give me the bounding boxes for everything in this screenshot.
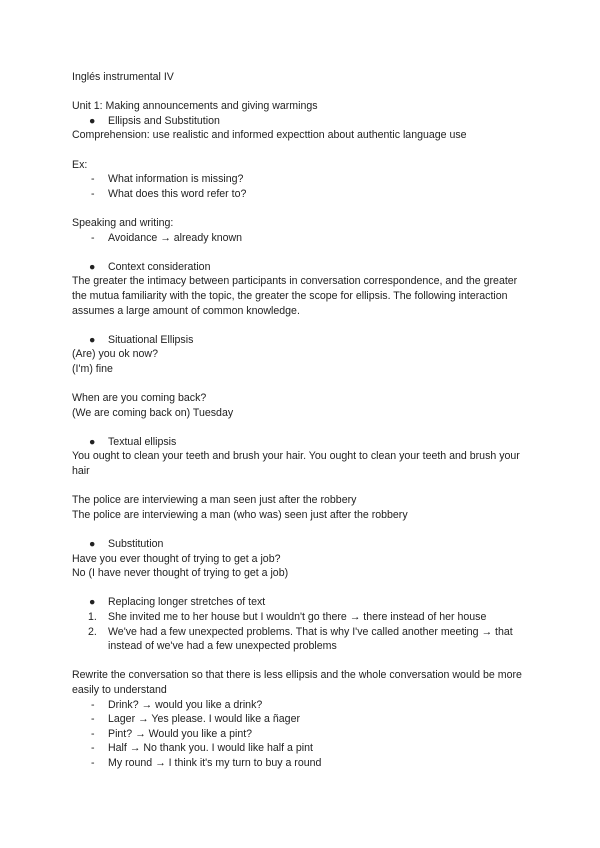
list-item: - What does this word refer to? <box>91 187 247 200</box>
list-item: - Drink? → would you like a drink? <box>91 698 263 711</box>
example-line: The police are interviewing a man (who was) seen just after the robbery <box>72 508 408 521</box>
list-item: - Half → No thank you. I would like half a pint <box>91 742 313 755</box>
list-item: - Avoidance → already known <box>91 231 243 244</box>
bullet-context: ● Context consideration <box>89 260 211 273</box>
bullet-icon: ● <box>89 260 96 273</box>
bullet-icon: ● <box>89 538 96 550</box>
list-item: - Lager → Yes please. I would like a ñager <box>91 713 300 726</box>
example-line: No (I have never thought of trying to get a job) <box>72 567 289 580</box>
bullet-replacing: ● Replacing longer stretches of text <box>89 596 266 609</box>
textual-paragraph: You ought to clean your teeth and brush your hair. You ought to clean your teeth and brush your hair <box>72 450 520 478</box>
bullet-icon: ● <box>89 114 96 127</box>
example-line: (I'm) fine <box>72 362 113 375</box>
list-item: 2. We've had a few unexpected problems. That is why I've called another meeting → that instead of we've had a few unexpected problems <box>88 625 513 653</box>
list-item: - Pint? → Would you like a pint? <box>91 727 253 740</box>
bullet-icon: ● <box>89 435 96 448</box>
example-line: Have you ever thought of trying to get a job? <box>72 552 281 565</box>
example-line: The police are interviewing a man seen just after the robbery <box>72 494 357 507</box>
example-line: When are you coming back? <box>72 392 207 405</box>
list-item: 1. She invited me to her house but I wouldn't go there → there instead of her house <box>88 610 487 623</box>
list-item: - My round → I think it's my turn to buy a round <box>91 756 322 769</box>
rewrite-paragraph: Rewrite the conversation so that there is less ellipsis and the whole conversation would be more easily to understand <box>72 669 522 696</box>
document-title: Inglés instrumental IV <box>72 71 174 83</box>
unit-heading: Unit 1: Making announcements and giving warmings <box>72 100 318 113</box>
speaking-label: Speaking and writing: <box>72 216 174 229</box>
bullet-icon: ● <box>89 333 96 346</box>
example-line: (We are coming back on) Tuesday <box>72 406 234 419</box>
context-paragraph: The greater the intimacy between participants in conversation correspondence, and the greater the mutua familiarity with the topic, the greater the scope for ellipsis. The following interaction assumes a large amount of common knowledge. <box>72 275 518 317</box>
bullet-situational: ● Situational Ellipsis <box>89 333 194 346</box>
ex-label: Ex: <box>72 158 88 171</box>
document-page <box>72 70 532 771</box>
comprehension-line: Comprehension: use realistic and informed expecttion about authentic language use <box>72 129 467 142</box>
bullet-textual: ● Textual ellipsis <box>89 435 177 448</box>
list-item: - What information is missing? <box>91 173 244 186</box>
bullet-ellipsis-substitution: ● Ellipsis and Substitution <box>89 114 220 127</box>
bullet-icon: ● <box>89 596 96 609</box>
example-line: (Are) you ok now? <box>72 348 158 361</box>
bullet-substitution: ● Substitution <box>89 538 164 550</box>
